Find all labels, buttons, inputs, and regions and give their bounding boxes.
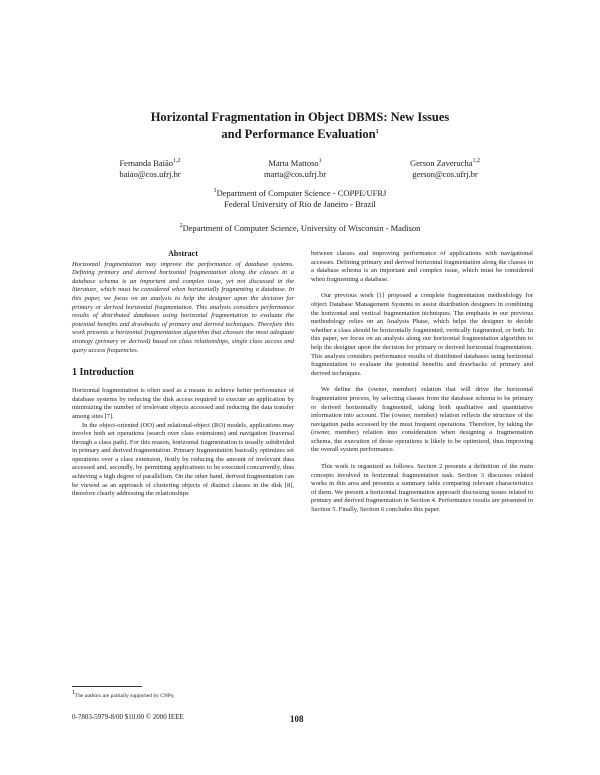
affiliation-1: $^1$Department of Computer Science - COPPE/UFRJ Federal University of Rio de Janeiro - Brazil [213,187,387,209]
author-3: Gerson Zaverucha$^{1,2}$ gerson@cos.ufrj.br [375,156,515,180]
section-heading: 1 Introduction [72,367,134,379]
paper-title-line2: and Performance Evaluation$^1$ [221,127,379,142]
author-1: Fernanda Baião$^{1,2}$ baiao@cos.ufrj.br [80,156,220,180]
page-number: 108 [290,714,304,724]
paper-title-line1: Horizontal Fragmentation in Object DBMS: New Issues [150,110,450,124]
body-paragraph: This work is organized as follows. Section 2 presents a definition of the main concepts involved in horizontal fragmentation task. Section 3 discusses related works in this area and presents a summary table comparing relevant characteristics of them. We present a horizontal fragmentation approach discussing issues related to primary and derived fragmentation in Section 4. Performance results are presented in Section 5. Finally, Section 6 concludes this paper. [311,463,533,514]
body-paragraph: Horizontal fragmentation is often used as a means to achieve better performance of database systems by reducing the disk access required to execute an application by minimizing the number of irrelevant objects accessed and reducing the data transfer among sites [7]. [72,387,294,420]
author-2: Marta Mattoso$^1$ marta@cos.ufrj.br [225,156,365,180]
footnote-divider [72,686,142,687]
author-name: Fernanda Baião [119,157,174,168]
author-email: gerson@cos.ufrj.br [412,168,478,179]
affiliation-2: $^2$Department of Computer Science, University of Wisconsin - Madison [179,222,421,233]
author-email: marta@cos.ufrj.br [263,168,327,179]
abstract-heading: Abstract [168,249,198,258]
body-paragraph: between classes and improving performance of applications with navigational accesses. Defining primary and derived horizontal fragmentation along the classes in a database schema is an important and complex issue, which must be considered when fragmenting a database. [311,250,533,283]
body-paragraph: In the object-oriented (OO) and relational-object (RO) models, applications may involve both set operations (search over class extensions) and navigation (traversal through a class path). For this reason, horizontal fragmentation is usually subdivided in primary and derived fragmentation. Primary fragmentation basically optimizes set operations over a class extension, firstly by reducing the amount of irrelevant data accessed and, secondly, by permitting applications to be executed concurrently, thus achieving a high degree of parallelism. On the other hand, derived fragmentation can be viewed as an approach of clustering objects of distinct classes in the disk [8], therefore clearly addressing the relationships [72,421,294,498]
isbn-footer: 0-7803-5979-8/00 $10.00 © 2000 IEEE [72,713,184,721]
author-email: baiao@cos.ufrj.br [119,168,181,179]
abstract-text: Horizontal fragmentation may improve the performance of database systems. Defining primary and derived horizontal fragmentation along the classes in a database schema is an important and complex issue, yet not discussed in the literature, which must be considered when horizontally fragmenting a database. In this paper, we focus on an analysis to help the designer upon the decision for primary or derived horizontal fragmentation. This analysis considers performance results of distributed databases using horizontal fragmentation to evaluate the potential benefits and drawbacks of primary and derived techniques. Therefore this work presents a horizontal fragmentation algorithm that chooses the most adequate strategy (primary or derived) based on class relationships, single class access and query access frequencies. [72,260,294,354]
body-paragraph: We define the (owner, member) relation that will drive the horizontal fragmentation process, by selecting classes from the database schema to be primary or derived horizontally fragmented, taking both qualitative and quantitative information into account. The (owner, member) relation reflects the structure of the navigation paths accessed by the most frequent operations. Therefore, by taking the (owner, member) relation into consideration when designing a fragmentation schema, the execution of those operations is likely to be optimized, thus improving the overall system performance. [311,386,533,454]
left-column [72,250,294,499]
author-name: Gerson Zaverucha [409,157,473,168]
footnote: $^1$The authors are partially supported by CNPq [72,690,174,699]
author-name: Marta Mattoso [268,157,319,168]
right-column [311,250,533,515]
body-paragraph: Our previous work [1] proposed a complete fragmentation methodology for object Database Management Systems to assist distribution designers in combining the horizontal and vertical fragmentation techniques. The emphasis in our previous methodology relies on an Analysis Phase, which helps the designer to decide whether a class should be horizontally fragmented, vertically fragmented, or both. In this paper, we focus on an analysis along our horizontal fragmentation algorithm to help the designer upon the decision for primary or derived horizontal fragmentation. This analysis considers performance results of distributed databases using horizontal fragmentation to evaluate the potential benefits and drawbacks of primary and derived techniques. [311,292,533,377]
